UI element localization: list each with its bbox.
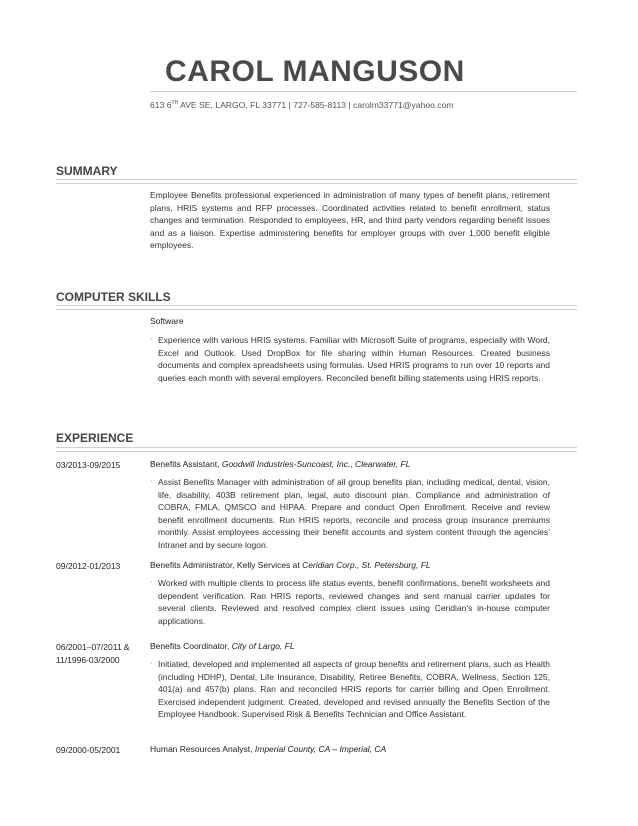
- job-dates-line: 06/2001–07/2011 &: [56, 642, 130, 652]
- job-employer: Goodwill Industries-Suncoast, Inc., Clearwater, FL: [221, 459, 411, 469]
- job-dates: 09/2000-05/2001: [56, 745, 121, 755]
- job-bullet: [150, 476, 550, 551]
- phone-number: 727-585-8113: [293, 100, 347, 110]
- job-title: [150, 560, 431, 570]
- bullet-icon: ·: [150, 478, 153, 485]
- bullet-icon: ·: [150, 336, 153, 343]
- experience-divider: [56, 447, 577, 452]
- bullet-icon: ·: [150, 579, 153, 586]
- summary-divider: [56, 179, 577, 184]
- job-bullet: [150, 658, 550, 721]
- job-bullet: [150, 577, 550, 627]
- skills-heading: COMPUTER SKILLS: [56, 290, 171, 304]
- job-dates-line: 11/1996-03/2000: [56, 655, 120, 665]
- contact-line: [150, 100, 454, 110]
- summary-heading: SUMMARY: [56, 164, 118, 178]
- address-superscript: TH: [171, 100, 179, 107]
- job-bullet-text: Assist Benefits Manager with administration of all group benefits plan, including medical, dental, vision, life, disability, 403B retirement plan, legal, auto discount plan. Compliance and administration of COBRA, FMLA, QMSCO and HIPAA. Prepare and conduct Open Enrollment. Receive and review benefit enrollment documents. Run HRIS reports, reconcile and process group insurance premiums monthly. Assist employees accessing their benefit accounts and system content through the agencies’ Intranet and by secure logon.: [158, 477, 550, 550]
- job-bullet-text: Worked with multiple clients to process life status events, benefit confirmations, benefit worksheets and dependent verification. Ran HRIS reports, reviewed changes and sent manual carrier updates for several clients. Reviewed and resolved complex client issues using Ceridian’s in-house computer applications.: [158, 578, 550, 626]
- address-number: 613 6: [150, 100, 172, 110]
- job-position: Benefits Coordinator,: [150, 641, 232, 651]
- summary-text: Employee Benefits professional experienced in administration of many types of benefit plans, retirement plans, HRIS systems and RFP processes. Coordinated activities related to benefit enrollment, status changes and termination. Responded to employees, HR, and third party vendors regarding benefit issues and as a liaison. Expertise administering benefits for employer groups with over 1,000 benefit eligible employees.: [150, 190, 550, 250]
- skills-bullet: [150, 334, 550, 384]
- job-employer: City of Largo, FL: [231, 641, 295, 651]
- job-position: Benefits Administrator, Kelly Services at: [150, 560, 303, 570]
- contact-separator: |: [288, 100, 291, 110]
- header-divider: [150, 91, 577, 92]
- contact-separator: |: [348, 100, 351, 110]
- job-title: [150, 641, 295, 651]
- skills-divider: [56, 305, 577, 310]
- job-dates: 09/2012-01/2013: [56, 561, 121, 571]
- job-employer: Imperial County, CA – Imperial, CA: [254, 744, 387, 754]
- job-employer: Ceridian Corp., St. Petersburg, FL: [302, 560, 431, 570]
- job-position: Human Resources Analyst,: [150, 744, 255, 754]
- experience-heading: EXPERIENCE: [56, 431, 134, 445]
- address-street: AVE SE, LARGO, FL 33771: [178, 100, 287, 110]
- email-address: carolm33771@yahoo.com: [353, 100, 454, 110]
- skills-subheading: Software: [150, 316, 184, 326]
- job-title: [150, 744, 386, 754]
- job-position: Benefits Assistant,: [150, 459, 222, 469]
- job-title: [150, 459, 410, 469]
- candidate-name: CAROL MANGUSON: [165, 55, 465, 88]
- job-dates: 03/2013-09/2015: [56, 460, 121, 470]
- bullet-icon: ·: [150, 660, 153, 667]
- job-dates: [56, 641, 130, 667]
- skills-bullet-text: Experience with various HRIS systems. Familiar with Microsoft Suite of programs, especially with Word, Excel and Outlook. Used DropBox for file sharing within Human Resources. Created business documents and complex spreadsheets using formulas. Used HRIS programs to run over 10 reports and queries each month with several employers. Reconciled benefit billing statements using HRIS reports.: [158, 335, 550, 383]
- job-bullet-text: Initiated, developed and implemented all aspects of group benefits and retirement plans, such as Health (including HDHP), Dental, Life Insurance, Disability, Retiree Benefits, COBRA, Wellness, Section 125, 401(a) and 457(b) plans. Ran and reconciled HRIS reports for carrier billing and Open Enrollment. Exercised independent judgment. Created, developed and revised annually the Benefits Section of the Employee Handbook. Supervised Risk & Benefits Technician and Office Assistant.: [158, 659, 550, 719]
